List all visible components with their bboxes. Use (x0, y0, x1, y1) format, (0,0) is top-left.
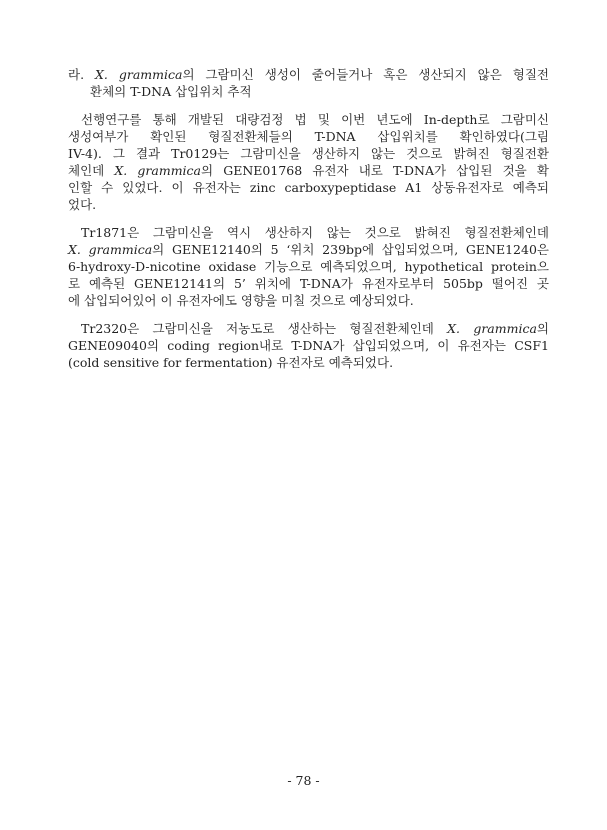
heading-line (68, 67, 549, 83)
paragraph-line (68, 259, 549, 275)
text-segment: 라. (68, 67, 96, 82)
text-segment: 생성여부가 확인된 형질전환체들의 T-DNA 삽입위치를 확인하였다(그림 (68, 129, 549, 144)
page-number: - 78 - (287, 773, 320, 788)
species-name: X. grammica (114, 163, 202, 178)
paragraph-line (68, 146, 549, 162)
species-name: X. grammica (95, 67, 183, 82)
text-segment: 체인데 (68, 163, 115, 178)
text-segment: 었다. (68, 197, 97, 212)
text-segment: 선행연구를 통해 개발된 대량검정 법 및 이번 년도에 In-depth로 그람미신 (81, 112, 549, 127)
text-segment: Tr1871은 그람미신을 역시 생산하지 않는 것으로 밝혀진 형질전환체인데 (81, 225, 549, 240)
paragraph-line (68, 355, 549, 371)
paragraph-line (68, 197, 549, 213)
text-segment: 의 GENE01768 유전자 내로 T-DNA가 삽입된 것을 확 (201, 163, 549, 178)
paragraph-line (68, 163, 549, 179)
text-segment: 6-hydroxy-D-nicotine oxidase 기능으로 예측되었으며, hypothetical protein으 (68, 259, 549, 274)
text-segment: (cold sensitive for fermentation) 유전자로 예측되었다. (68, 355, 394, 370)
paragraph-line (68, 242, 549, 258)
text-segment: 의 (536, 321, 549, 336)
paragraph-line (68, 180, 549, 196)
paragraph-line (68, 276, 549, 292)
species-name: X. grammica (68, 242, 153, 257)
text-segment: IV-4). 그 결과 Tr0129는 그람미신을 생산하지 않는 것으로 밝혀진 형질전환 (68, 146, 549, 161)
text-segment: 인할 수 있었다. 이 유전자는 zinc carboxypeptidase A1 상동유전자로 예측되 (68, 180, 549, 195)
paragraph-line (68, 293, 549, 309)
paragraph-line (81, 225, 549, 241)
paragraph-line (68, 129, 549, 145)
paragraph-line (81, 112, 549, 128)
text-segment: 로 예측된 GENE12141의 5’ 위치에 T-DNA가 유전자로부터 505bp 떨어진 곳 (68, 276, 549, 291)
paragraph-line (68, 338, 549, 354)
text-segment: 의 그람미신 생성이 줄어들거나 혹은 생산되지 않은 형질전 (182, 67, 549, 82)
text-segment: Tr2320은 그람미신을 저농도로 생산하는 형질전환체인데 (81, 321, 448, 336)
paragraph-line (81, 321, 549, 337)
text-segment: 의 GENE12140의 5 ‘위치 239bp에 삽입되었으며, GENE1240은 (152, 242, 549, 257)
heading-line (90, 84, 549, 100)
text-segment: GENE09040의 coding region내로 T-DNA가 삽입되었으며, 이 유전자는 CSF1 (68, 338, 549, 353)
species-name: X. grammica (447, 321, 537, 336)
text-segment: 에 삽입되어있어 이 유전자에도 영향을 미칠 것으로 예상되었다. (68, 293, 414, 308)
text-segment: 환체의 T-DNA 삽입위치 추적 (90, 84, 252, 99)
